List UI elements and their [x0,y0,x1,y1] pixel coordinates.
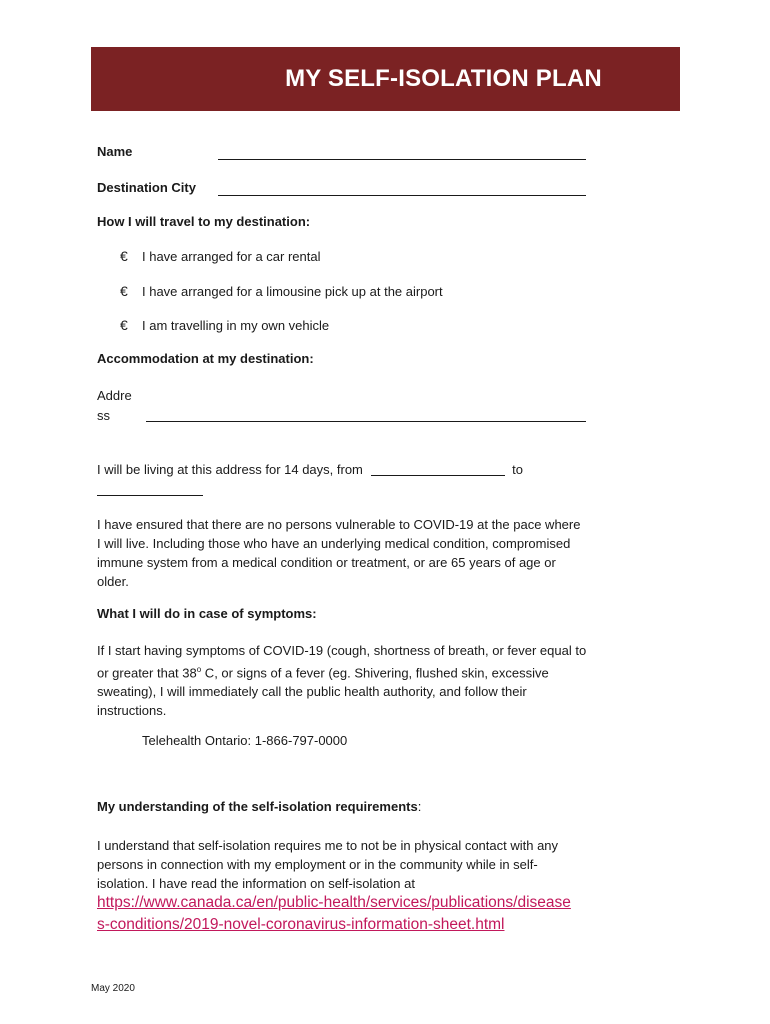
name-field-line[interactable] [218,159,586,160]
footer-date: May 2020 [91,983,135,994]
understanding-heading [97,799,421,814]
vulnerable-persons-paragraph: I have ensured that there are no persons vulnerable to COVID-19 at the pace where I will live. Including those who have an underlying medical condition, compromised immune system from a medical condition or treatment, or are 65 years of age or older. [97,517,581,589]
from-date-field-line[interactable] [371,475,505,476]
duration-line [97,462,523,477]
address-label-line1: Addre [97,388,132,403]
understanding-heading-text: My understanding of the self-isolation requirements [97,799,418,814]
address-field-line[interactable] [146,421,586,422]
degree-symbol: o [196,665,202,674]
name-label: Name [97,144,133,159]
checkbox-bullet-icon: € [120,248,128,264]
understanding-heading-colon: : [417,799,422,814]
address-label [97,386,132,426]
checkbox-bullet-icon: € [120,283,128,299]
symptoms-heading: What I will do in case of symptoms: [97,606,317,621]
travel-heading: How I will travel to my destination: [97,214,311,229]
understanding-paragraph: I understand that self-isolation requires me to not be in physical contact with any persons in connection with my employment or in the community while in self-isolation. I have read the information on self-isolation at [97,838,559,891]
accommodation-heading: Accommodation at my destination: [97,351,314,366]
destination-city-field-line[interactable] [218,195,586,196]
symptoms-text-part2: C, or signs of a fever (eg. Shivering, flushed skin, excessive sweating), I will immediately call the public health authority, and follow their instructions. [97,665,549,719]
duration-to-text: to [512,462,523,477]
page-title: MY SELF-ISOLATION PLAN [285,65,602,92]
self-isolation-info-link[interactable]: https://www.canada.ca/en/public-health/services/publications/diseases-conditions/2019-novel-coronavirus-information-sheet.html [97,894,571,933]
duration-text: I will be living at this address for 14 days, from [97,462,363,477]
to-date-field-line[interactable] [97,495,203,496]
checkbox-bullet-icon: € [120,317,128,333]
travel-option-own-vehicle[interactable] [120,317,329,333]
title-banner [91,47,680,111]
option-label: I am travelling in my own vehicle [142,317,330,333]
travel-option-car-rental[interactable] [120,248,321,264]
telehealth-contact: Telehealth Ontario: 1-866-797-0000 [142,733,348,748]
symptoms-text-part1: If I start having symptoms of COVID-19 (cough, shortness of breath, or fever equal to or greater that 38 [97,643,587,681]
option-label: I have arranged for a car rental [142,248,321,264]
travel-option-limousine[interactable] [120,283,443,299]
address-label-line2: ss [97,408,110,423]
symptoms-paragraph [97,641,587,720]
destination-city-label: Destination City [97,180,196,195]
option-label: I have arranged for a limousine pick up at the airport [142,283,443,299]
